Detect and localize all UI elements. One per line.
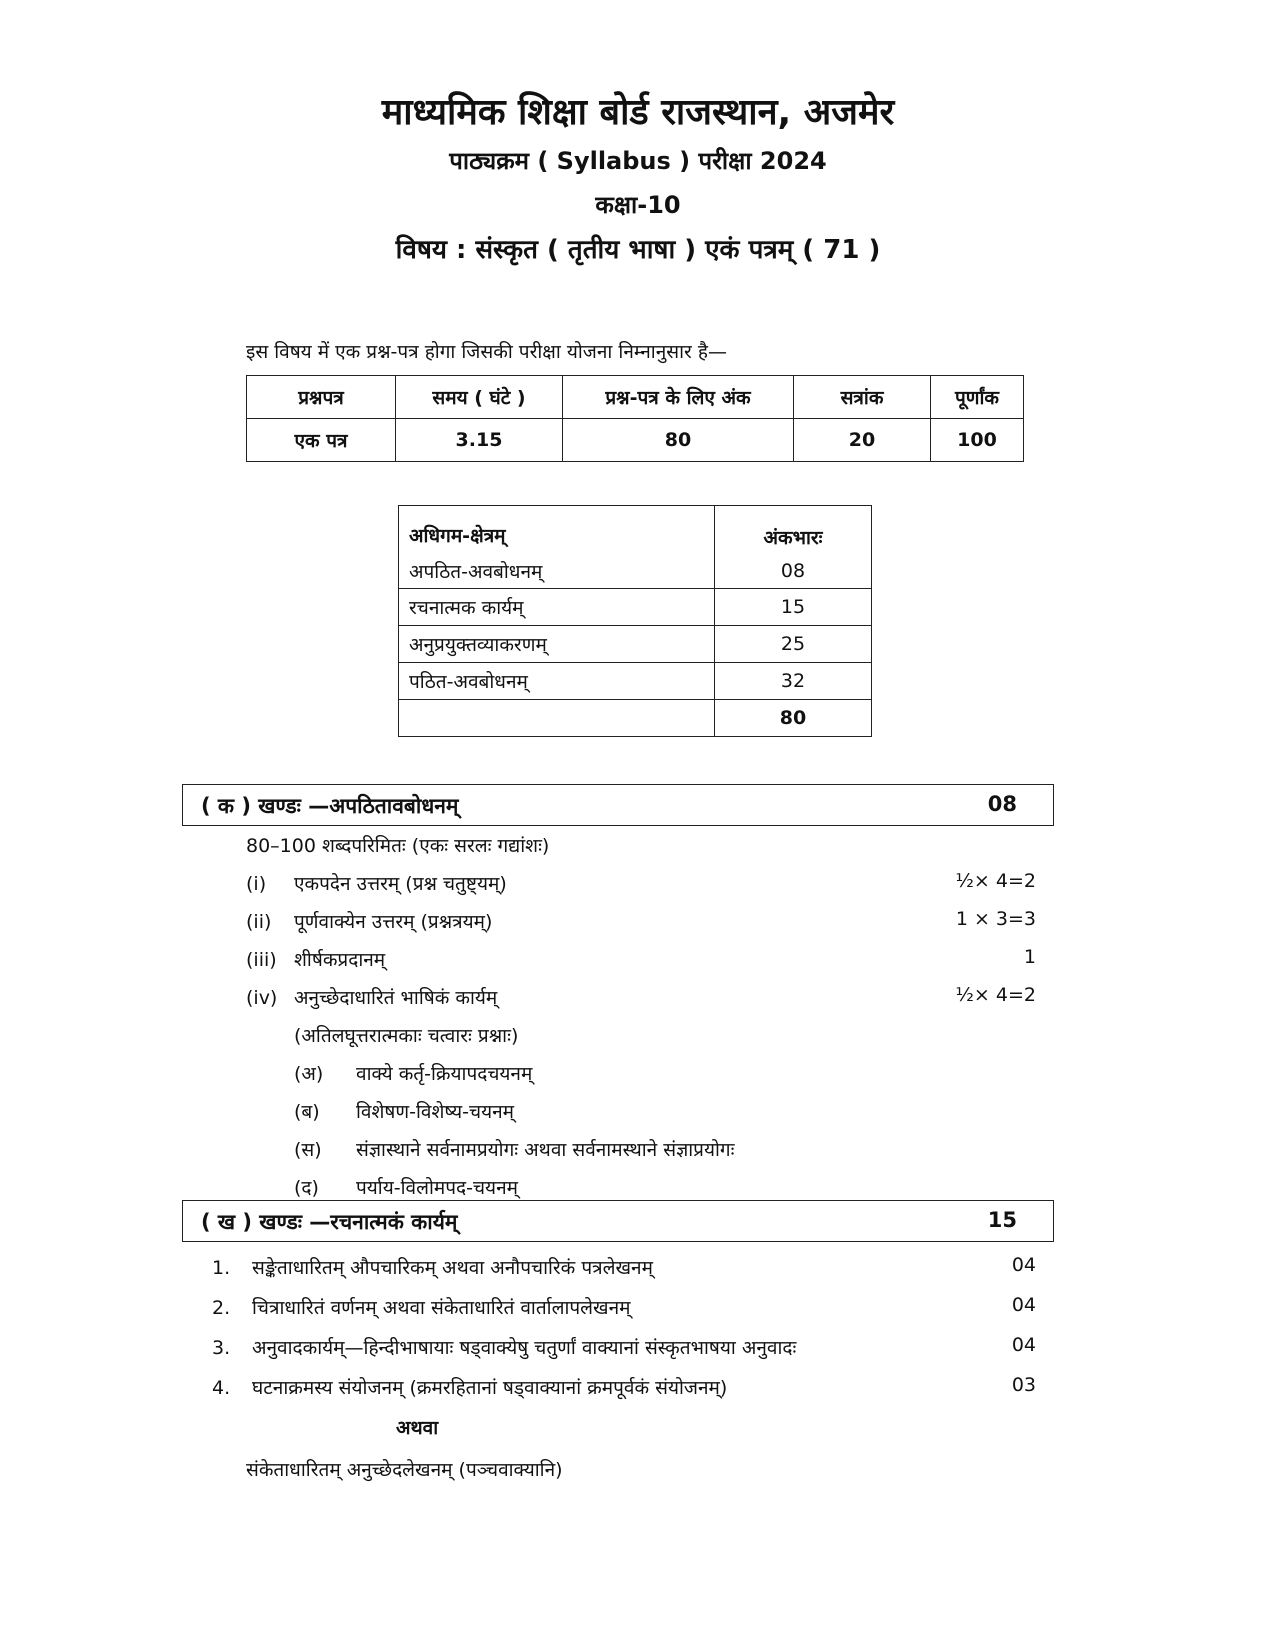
weightage-area: पठित-अवबोधनम्: [399, 663, 715, 700]
list-item: [212, 1294, 631, 1320]
weightage-marks: 08: [780, 560, 806, 582]
subject-title: विषय : संस्कृत ( तृतीय भाषा ) एकं पत्रम् ( 71 ): [395, 235, 881, 265]
intro-text: इस विषय में एक प्रश्न-पत्र होगा जिसकी परीक्षा योजना निम्नानुसार है—: [246, 341, 727, 363]
sub-item-text: वाक्ये कर्तृ-क्रियापदचयनम्: [356, 1063, 533, 1085]
table-row: [399, 700, 872, 737]
item-marks: ½× 4=2: [955, 984, 1036, 1006]
sub-item: [294, 1136, 734, 1162]
item-text: सङ्केताधारितम् औपचारिकम् अथवा अनौपचारिकं पत्रलेखनम्: [252, 1257, 653, 1279]
table-header-cell: प्रश्न-पत्र के लिए अंक: [563, 376, 794, 419]
table-cell: [399, 506, 715, 589]
sub-item: [294, 1098, 514, 1124]
table-row: [399, 626, 872, 663]
table-cell: 80: [563, 419, 794, 462]
sub-item-letter: (द): [294, 1177, 319, 1199]
class-title: कक्षा-10: [595, 191, 681, 219]
weightage-area: अनुप्रयुक्तव्याकरणम्: [399, 626, 715, 663]
table-header-cell: सत्रांक: [794, 376, 931, 419]
table-cell: 100: [931, 419, 1024, 462]
sub-item-letter: (अ): [294, 1063, 324, 1085]
table-row: [399, 589, 872, 626]
item-text: पूर्णवाक्येन उत्तरम् (प्रश्नत्रयम्): [294, 911, 493, 933]
item-marks: 1 × 3=3: [955, 908, 1036, 930]
table-cell: 3.15: [396, 419, 563, 462]
item-number: 3.: [212, 1337, 231, 1359]
weightage-marks: 32: [715, 663, 872, 700]
item-number: (i): [246, 873, 267, 895]
section-a-marks: 08: [987, 792, 1017, 816]
sub-item-letter: (स): [294, 1139, 322, 1161]
item-text: अनुच्छेदाधारितं भाषिकं कार्यम्: [294, 987, 498, 1009]
exam-scheme-table: [246, 375, 1024, 462]
list-item: [246, 908, 492, 934]
table-header-cell: समय ( घंटे ): [396, 376, 563, 419]
weightage-total: 80: [715, 700, 872, 737]
item-marks: ½× 4=2: [955, 870, 1036, 892]
weightage-header-area: अधिगम-क्षेत्रम्: [409, 525, 506, 547]
item-marks: 04: [1011, 1334, 1036, 1356]
sub-note: (अतिलघूत्तरात्मकाः चत्वारः प्रश्नाः): [294, 1025, 519, 1047]
table-cell: 20: [794, 419, 931, 462]
table-row: [399, 506, 872, 589]
table-header-cell: प्रश्नपत्र: [247, 376, 396, 419]
item-marks: 1: [1023, 946, 1036, 968]
item-number: 4.: [212, 1377, 231, 1399]
section-a-header: [182, 784, 1054, 826]
table-row: [399, 663, 872, 700]
weightage-area: रचनात्मक कार्यम्: [399, 589, 715, 626]
sub-item: [294, 1174, 518, 1200]
item-number: 2.: [212, 1297, 231, 1319]
sub-item-text: विशेषण-विशेष्य-चयनम्: [356, 1101, 514, 1123]
table-cell: [715, 506, 872, 589]
section-a-title: ( क ) खण्डः —अपठितावबोधनम्: [201, 794, 459, 818]
section-b-marks: 15: [987, 1208, 1017, 1232]
list-item: [212, 1334, 796, 1360]
weightage-marks: 25: [715, 626, 872, 663]
item-text: चित्राधारितं वर्णनम् अथवा संकेताधारितं वार्तालापलेखनम्: [252, 1297, 631, 1319]
table-header-row: [247, 376, 1024, 419]
sub-item: [294, 1060, 532, 1086]
table-header-cell: पूर्णांक: [931, 376, 1024, 419]
weightage-area: अपठित-अवबोधनम्: [409, 561, 543, 583]
board-title: माध्यमिक शिक्षा बोर्ड राजस्थान, अजमेर: [381, 92, 895, 133]
or-label: अथवा: [396, 1417, 439, 1439]
list-item: [246, 984, 497, 1010]
list-item: [246, 870, 507, 896]
item-text: घटनाक्रमस्य संयोजनम् (क्रमरहितानां षड्वाक्यानां क्रमपूर्वकं संयोजनम्): [252, 1377, 728, 1399]
section-b-title: ( ख ) खण्डः —रचनात्मकं कार्यम्: [201, 1210, 458, 1234]
sub-item-text: संज्ञास्थाने सर्वनामप्रयोगः अथवा सर्वनामस्थाने संज्ञाप्रयोगः: [356, 1139, 735, 1161]
weightage-table: [398, 505, 872, 737]
item-marks: 03: [1011, 1374, 1036, 1396]
item-text: अनुवादकार्यम्—हिन्दीभाषायाः षड्वाक्येषु चतुर्णां वाक्यानां संस्कृतभाषया अनुवादः: [252, 1337, 797, 1359]
item-marks: 04: [1011, 1254, 1036, 1276]
list-item: [246, 946, 385, 972]
syllabus-title: पाठ्यक्रम ( Syllabus ) परीक्षा 2024: [449, 147, 827, 175]
weightage-marks: 15: [715, 589, 872, 626]
weightage-header-marks: अंकभारः: [763, 527, 823, 549]
section-b-header: [182, 1200, 1054, 1242]
item-marks: 04: [1011, 1294, 1036, 1316]
table-cell: एक पत्र: [247, 419, 396, 462]
item-text: शीर्षकप्रदानम्: [294, 949, 386, 971]
table-row: [247, 419, 1024, 462]
sub-item-text: पर्याय-विलोमपद-चयनम्: [356, 1177, 518, 1199]
item-number: (iv): [246, 987, 278, 1009]
sub-item-letter: (ब): [294, 1101, 320, 1123]
item-number: (iii): [246, 949, 277, 971]
item-number: (ii): [246, 911, 272, 933]
item-number: 1.: [212, 1257, 231, 1279]
alt-item: संकेताधारितम् अनुच्छेदलेखनम् (पञ्चवाक्यानि): [246, 1459, 563, 1481]
item-text: एकपदेन उत्तरम् (प्रश्न चतुष्ट्यम्): [294, 873, 507, 895]
table-cell-empty: [399, 700, 715, 737]
list-item: [212, 1374, 727, 1400]
section-a-intro: 80–100 शब्दपरिमितः (एकः सरलः गद्यांशः): [246, 835, 550, 857]
list-item: [212, 1254, 653, 1280]
